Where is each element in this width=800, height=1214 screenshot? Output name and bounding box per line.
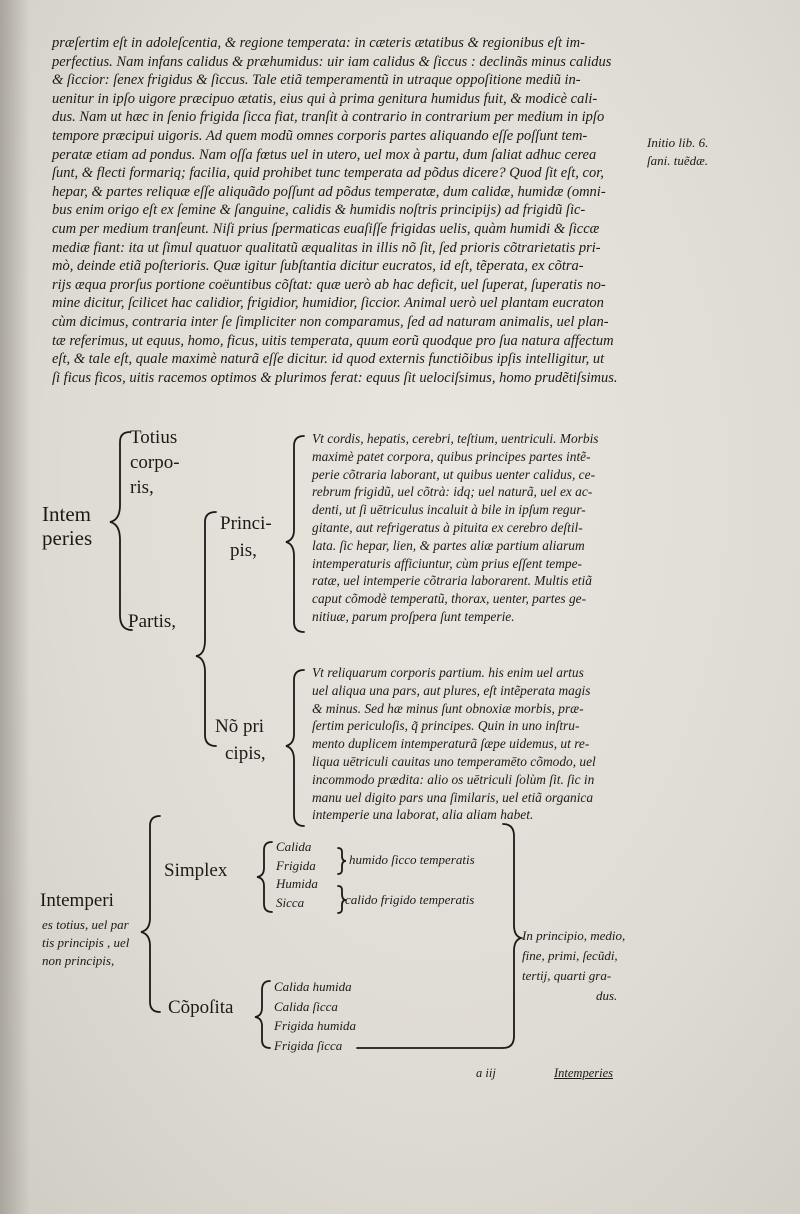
text-line: tæ referimus, ut equus, homo, ficus, uitis temperata, quum eorũ quodque pro ſua natura affectum — [52, 332, 614, 349]
text-line: uel aliqua una pars, aut plures, eſt intẽperata magis — [312, 682, 591, 698]
gradus-line: In principio, medio, — [522, 928, 626, 943]
brace-humido-sicco — [338, 848, 346, 874]
text-line: lata. ſic hepar, lien, & partes aliæ partium aliarum — [312, 537, 585, 553]
brace-calido-frigido — [338, 886, 346, 913]
calido-frigido-label: calido frigido temperatis — [345, 892, 475, 907]
diagram2-root-label: Intemperi — [40, 890, 114, 911]
gradus-line: dus. — [596, 988, 618, 1003]
catchword: Intemperies — [554, 1066, 614, 1080]
text-line: liqua uētriculi cauitas uno temperamēto cõmodo, uel — [312, 753, 596, 769]
text-line: cum per medium tranſeunt. Niſi prius ſpermaticas euaſiſſe frigidas uelis, quàm humidi & ſiccæ — [52, 220, 600, 237]
composita-item: Frigida ſicca — [274, 1037, 343, 1053]
simplex-item: Humida — [276, 876, 318, 891]
text-line: caput cõmodè temperatũ, thorax, uenter, partes ge- — [312, 591, 587, 607]
composita-label: Cõpoſita — [168, 997, 234, 1018]
text-line: perie cõtraria laborant, ut quibus uenter calidus, ce- — [312, 466, 596, 482]
totius-line: Totius — [130, 427, 178, 448]
non-principis-line: Nõ pri — [215, 716, 265, 737]
brace-simplex — [257, 842, 272, 912]
composita-item: Calida humida — [274, 979, 352, 994]
humido-sicco-label: humido ſicco temperatis — [349, 852, 475, 867]
text-line: ſi ficus ficos, uitis racemos optimos & plurimos ferat: equus ſit uelociſsimus, homo prudẽtiſsimus. — [52, 369, 618, 386]
signature-mark: a iij — [476, 1066, 496, 1080]
text-line: mine dicitur, ſcilicet hac calidior, frigidior, humidior, ſiccior. Animal uerò uel plantam eucraton — [52, 295, 604, 312]
text-line: ſertim periculoſis, q̃ principes. Quin in uno inſtru- — [312, 718, 580, 734]
text-line: mediæ fiant: ita ut ſimul quatuor qualitatũ æqualitas in illis nõ ſit, ſed prioris cõtrarietatis pri- — [52, 239, 601, 256]
text-line: Vt cordis, hepatis, cerebri, teſtium, uentriculi. Morbis — [312, 431, 599, 446]
brace-composita — [255, 981, 270, 1048]
text-line: ſunt, & flecti formariq; facilia, quid prohibet tunc temperata ad põdus dicere? Quod ſit eſt, cor, — [52, 165, 604, 182]
gradus-line: fine, primi, ſecũdi, — [522, 948, 618, 963]
text-line: hepar, & partes reliquæ eſſe aliquãdo poſſunt ad põdus temperatæ, dum calidæ, humidæ (omni- — [52, 183, 606, 200]
brace-intemperies — [141, 816, 160, 1012]
totius-line: ris, — [130, 477, 154, 498]
text-line: uenitur in ipſo uigore præcipuo ætatis, eius qui à prima genitura humidus fuit, & modicè cali- — [52, 90, 598, 107]
text-line: & ſiccior: ſenex frigidus & ſiccus. Tale etiã temperamentũ in utraque oppoſitione mediũ in- — [52, 72, 581, 89]
text-line: manu uel digito pars una ſimilaris, uel etiã organica — [312, 789, 594, 805]
text-line: cùm dicimus, contraria inter ſe ſimpliciter non comparamus, ſed ad naturam animalis, uel plan- — [52, 313, 609, 330]
diagram1-root-line: peries — [42, 526, 93, 550]
margin-note-line: Initio lib. 6. — [647, 135, 709, 150]
text-line: mento duplicem intemperaturã ſæpe uidemus, ut re- — [312, 736, 590, 752]
simplex-item: Calida — [276, 839, 312, 854]
text-line: ratæ, uel intemperie cõtraria laborarent. Multis etiã — [312, 573, 592, 589]
text-line: dus. Nam ut hæc in ſenio frigida ſicca fiat, tranſit à contrario in contrarium per medium in ipſo — [52, 109, 605, 126]
text-line: incommodo prædita: alio os uētriculi ſolùm ſit. ſic in — [312, 771, 595, 787]
text-line: bus enim origo eſt ex ſemine & ſanguine, calidis & humidis noſtris principijs) ad frigidũ ſic- — [52, 202, 586, 219]
brace-gradus — [503, 824, 521, 1048]
text-line: rijs æqua prorſus portione coëuntibus cõſtat: quæ uerò ab hac deficit, uel ſuperat, ſuperatis no- — [52, 276, 606, 293]
simplex-item: Sicca — [276, 894, 305, 910]
text-line: nitiuæ, parum proſpera ſunt temperie. — [312, 608, 515, 624]
text-line: intemperie una laborat, alia aliam habet. — [312, 807, 534, 823]
partis-label: Partis, — [128, 611, 177, 632]
text-line: rebrum frigidũ, uel cõtrà: idq; uel naturã, uel ex ac- — [312, 484, 593, 500]
principis-line: pis, — [230, 540, 257, 561]
simplex-label: Simplex — [164, 860, 228, 881]
non-principis-line: cipis, — [225, 743, 266, 764]
text-line: tempore præcipui uigoris. Ad quem modũ omnes corporis partes aliquando eſſe poſſunt tem- — [52, 127, 588, 144]
totius-line: corpo- — [130, 452, 180, 473]
diagram2-root-sub-line: es totius, uel par — [42, 917, 129, 932]
diagram2-root-sub-line: tis principis , uel — [42, 935, 130, 950]
text-line: perfectius. Nam infans calidus & præhumidus: uir iam calidus & ſiccus : declinãs minus calidus — [52, 53, 612, 70]
diagram2-root-sub-line: non principis, — [42, 953, 115, 968]
text-line: eſt, & tale eſt, quale maximè naturã eſſe dicitur. id quod externis functiõibus ipſis intelligitur, ut — [52, 351, 605, 368]
text-line: intemperaturis afficiuntur, cùm prius eſſent tempe- — [312, 555, 583, 571]
text-line: mò, deinde etiã poſterioris. Quæ igitur ſubſtantia dicitur eucratos, id eſt, tẽperata, ex cõtra- — [52, 258, 584, 275]
text-line: denti, ut ſi uētriculus incaluit à bile in ipſum regur- — [312, 502, 586, 518]
simplex-item: Frigida — [276, 857, 316, 873]
text-line: & minus. Sed hæ minus ſunt obnoxiæ morbis, præ- — [312, 700, 584, 716]
text-line: maximè patet corpora, quibus principes partes intẽ- — [312, 448, 591, 464]
text-line: peratæ etiam ad pondus. Nam oſſa fœtus uel in utero, uel mox à partu, dum ſaliat adhuc cerea — [52, 146, 597, 163]
principis-line: Princi- — [220, 513, 272, 534]
margin-note-line: ſani. tuẽdæ. — [647, 153, 709, 168]
text-line: gitante, aut refrigeratus à pituita ex cerebro deſtil- — [312, 519, 583, 535]
diagram1-root-line: Intem — [42, 502, 91, 526]
gradus-line: tertij, quarti gra- — [522, 968, 612, 983]
composita-item: Frigida humida — [274, 1018, 356, 1033]
text-line: Vt reliquarum corporis partium. his enim uel artus — [312, 665, 584, 680]
composita-item: Calida ſicca — [274, 998, 338, 1014]
text-line: præſertim eſt in adoleſcentia, & regione temperata: in cæteris ætatibus & regionibus eſt im- — [52, 35, 585, 51]
